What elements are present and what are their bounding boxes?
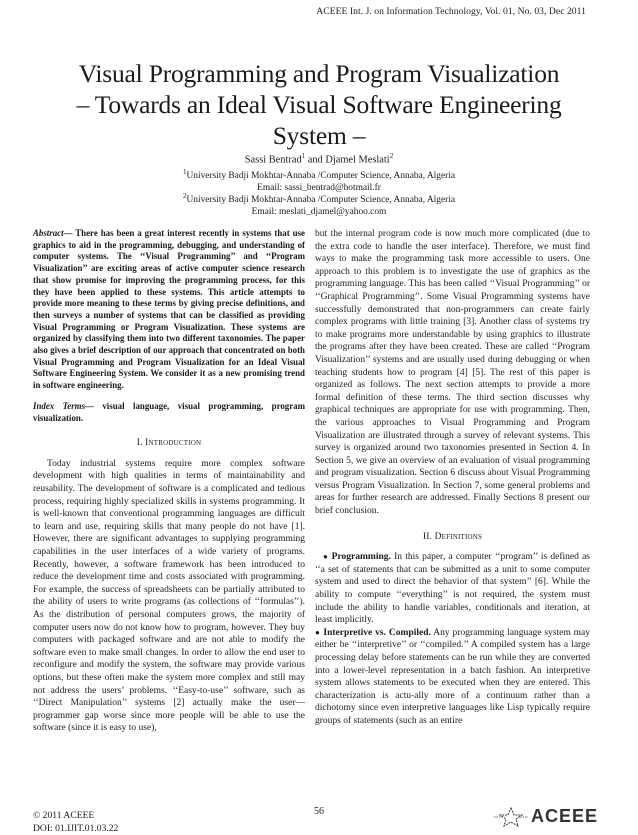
- title-line-1: Visual Programming and Program Visualization: [78, 59, 560, 88]
- definition-interpretive: [315, 627, 590, 728]
- abstract-dash: —: [63, 228, 76, 238]
- affiliation-2: [0, 191, 638, 218]
- aceee-logo: [494, 806, 598, 827]
- definition-interpretive-term: Interpretive vs. Compiled.: [323, 627, 431, 638]
- section-heading-definitions: II. Definitions: [422, 531, 483, 542]
- abstract: [33, 228, 305, 392]
- affil-2-sup: 2: [183, 192, 187, 200]
- definition-programming: [315, 551, 590, 627]
- left-column: [33, 228, 305, 735]
- definition-programming-text: In this paper, a computer ‘‘program’’ is defined as ‘‘a set of statements that can be submitted as a unit to some computer system and used to direct the behavior of that system’’ [6]. While the ability to compute ‘‘everything’’ is not required, the system must include the ability to handle variables, conditionals and iteration, at least implicitly.: [315, 552, 590, 626]
- section-heading-introduction: I. Introduction: [136, 438, 202, 449]
- abstract-text: There has been a great interest recently in systems that use graphics to aid in the programming, debugging, and understanding of computer systems. The ‘‘Visual Programming’’ and ‘‘Program Visualization’’ are exciting areas of active computer science research that show promise for improving the programming process, for this they have been applied to these systems. This article attempts to provide more meaning to these terms by giving precise definitions, and then surveys a number of systems that can be classified as providing Visual Programming or Program Visualization. These systems are organized by classifying them into two different taxonomies. The paper also gives a brief description of our approach that concentrated on both Visual Programming and Program Visualization for an Ideal Visual Software Engineering System. We consider it as a new promising trend in software engineering.: [33, 228, 305, 391]
- intro-paragraph: Today industrial systems require more complex software development with high qualities in terms of maintainability and reusability. The development of software is a complicated and tedious process, requiring highly specialized skills in systems programming. It is well-known that conventional programming languages are difficult to learn and use, requiring skills that many people do not have [1]. However, there are significant advantages to supplying programming capabilities in the user interfaces of a wide variety of programs. Recently, however, a software framework has been introduced to reduce the development time and costs associated with programming. For example, the success of spreadsheets can be partially attributed to the ability of users to write programs (as collections of ‘‘formulas’’). As the distribution of personal computers grows, the majority of computer users now do not know how to program, however. They buy computers with packaged software and are not able to modify the software even to make small changes. In order to allow the end user to reconfigure and modify the system, the software may provide various options, but these often make the system more complex and still may not address the users’ problems. ‘‘Easy-to-use’’ software, such as ‘‘Direct Manipulation’’ systems [2] actually make the user—programmer gap worse since more people will be able to use the software (since it is easy to use),: [33, 458, 305, 734]
- definition-interpretive-text: Any programming language system may either be ‘‘interpretive’’ or ‘‘compiled.’’ A compiled system has a large processing delay before statements can be run while they are converted into a lower-level representation in a batch fashion. An interpretive system allows statements to be executed when they are entered. This characterization is actu-ally more of a continuum rather than a dichotomy since even interpretive languages like Lisp typically require groups of statements (such as an entire: [315, 627, 590, 726]
- index-terms-text: — visual language, visual programming, program visualization.: [33, 400, 306, 423]
- bullet-icon: ●: [323, 552, 329, 562]
- index-terms: [33, 401, 305, 424]
- index-terms-label: Index Terms: [33, 400, 86, 411]
- abstract-label: Abstract: [33, 228, 64, 238]
- page-number: 56: [314, 806, 324, 817]
- right-column: [315, 228, 590, 728]
- footer-info: [33, 809, 118, 835]
- title-line-3: System –: [272, 121, 366, 150]
- author-2-sup: 2: [389, 152, 394, 160]
- logo-text: ACEEE: [530, 806, 598, 826]
- star-logo-icon: [494, 807, 528, 827]
- intro-continued-paragraph: but the internal program code is now much more complicated (due to the extra code to handle the user interface). Therefore, we must find ways to make the programming task more accessible to users. One approach to this problem is to investigate the use of graphics as the programming language. This has been called ‘‘Visual Programming’’ or ‘‘Graphical Programming’’. Some Visual Programming systems have successfully demonstrated that non-programmers can create fairly complex programs with little training [3]. Another class of systems try to make programs more understandable by using graphics to illustrate the programs after they have been created. These are called ‘‘Program Visualization’’ systems and are usually used during debugging or when teaching students how to program [4] [5]. The rest of this paper is organized as follows. The next section attempts to provide a more formal definition of these terms. The third section discusses why graphical techniques are appropriate for use with programming. Then, the various approaches to Visual Programming and Program Visualization are illustrated through a survey of relevant systems. This survey is organized around two taxonomies presented in Section 4. In Section 5, we give an overview of an evaluation of visual programming and program visualization. Section 6 discuss about Visual Programming versus Program Visualization. In Section 7, some general problems and areas for further research are addressed. Finally Sections 8 present our brief conclusion.: [315, 229, 590, 517]
- author-1: Sassi Bentrad: [244, 154, 302, 166]
- journal-header: ACEEE Int. J. on Information Technology, Vol. 01, No. 03, Dec 2011: [316, 6, 586, 17]
- affil-1-sup: 1: [183, 168, 187, 176]
- affil-2-email: Email: meslati_djamel@yahoo.com: [251, 206, 387, 217]
- footer-doi: DOI: 01.IJIT.01.03.22: [33, 823, 119, 834]
- authors: [0, 152, 638, 165]
- definition-programming-term: Programming.: [331, 552, 391, 563]
- title-line-2: – Towards an Ideal Visual Software Engineering: [76, 90, 562, 119]
- author-1-sup: 1: [301, 152, 306, 160]
- footer-copyright: © 2011 ACEEE: [33, 810, 95, 821]
- author-2: Djamel Meslati: [325, 154, 390, 166]
- affil-1-org: University Badji Mokhtar-Annaba /Computer Science, Annaba, Algeria: [186, 171, 455, 182]
- paper-title: [40, 58, 598, 151]
- affil-2-org: University Badji Mokhtar-Annaba /Computer Science, Annaba, Algeria: [186, 195, 455, 206]
- bullet-icon: ●: [315, 627, 321, 637]
- authors-and: and: [305, 154, 326, 166]
- affil-1-email: Email: sassi_bentrad@hotmail.fr: [257, 182, 381, 193]
